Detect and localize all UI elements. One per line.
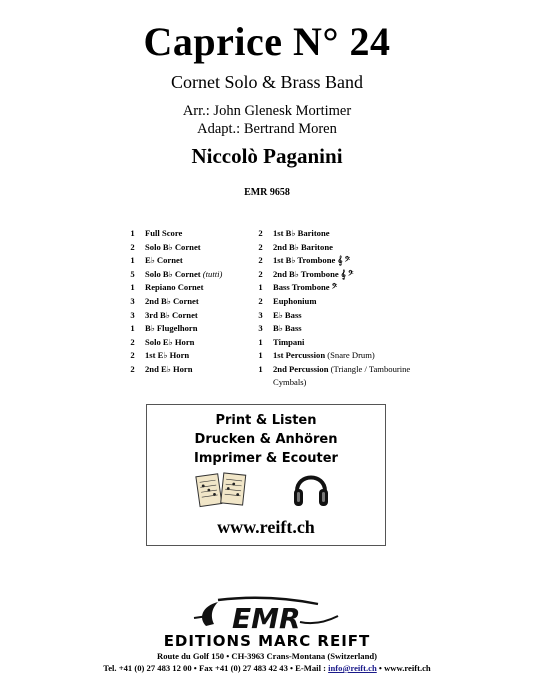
part-name: 1st E♭ Horn (145, 350, 190, 361)
parts-list-left (120, 227, 250, 377)
part-name: 2nd B♭ Cornet (145, 295, 199, 306)
part-row (248, 241, 428, 255)
part-row (120, 363, 250, 377)
part-name: 2nd B♭ Trombone 𝄞 𝄢 (273, 268, 354, 279)
subtitle: Cornet Solo & Brass Band (171, 72, 363, 92)
part-quantity: 5 (130, 268, 135, 279)
part-quantity: 1 (130, 255, 135, 266)
part-name-cell (273, 363, 428, 387)
emr-logo (188, 596, 348, 632)
part-quantity: 2 (258, 255, 263, 266)
part-name: Repiano Cornet (145, 282, 204, 293)
part-name: E♭ Bass (273, 309, 302, 320)
part-quantity: 1 (130, 323, 135, 334)
part-quantity: 3 (258, 323, 263, 334)
part-name: 1st B♭ Trombone 𝄞 𝄢 (273, 255, 351, 266)
part-name-cell (145, 241, 250, 255)
part-note-continued: Cymbals) (273, 376, 307, 387)
part-quantity: 2 (258, 268, 263, 279)
part-quantity: 2 (258, 228, 263, 238)
part-row (120, 336, 250, 350)
part-row (120, 309, 250, 323)
sheet-music-icon (195, 469, 249, 509)
promo-line-3: Imprimer & Ecouter (194, 451, 338, 466)
part-name: B♭ Bass (273, 323, 302, 334)
part-quantity: 1 (258, 282, 263, 293)
contact-phone-fax: Tel. +41 (0) 27 483 12 00 • Fax +41 (0) 27 483 42 43 • E-Mail : (103, 663, 329, 673)
part-name: 2nd E♭ Horn (145, 363, 193, 374)
part-name-cell (273, 322, 428, 336)
title: Caprice N° 24 (143, 19, 391, 64)
part-name: B♭ Flugelhorn (145, 323, 198, 334)
part-name-cell (273, 336, 428, 350)
part-name-cell (273, 254, 428, 268)
part-name: Solo B♭ Cornet (145, 241, 201, 252)
part-quantity: 1 (130, 282, 135, 293)
part-quantity: 2 (130, 336, 135, 347)
part-row (120, 322, 250, 336)
email-link[interactable]: info@reift.ch (328, 663, 377, 673)
part-name: 3rd B♭ Cornet (145, 309, 198, 320)
part-row (120, 295, 250, 309)
adapter: Adapt.: Bertrand Moren (197, 121, 337, 137)
part-name: Solo E♭ Horn (145, 336, 195, 347)
part-note: (Snare Drum) (327, 350, 375, 361)
part-name-cell (145, 295, 250, 309)
part-quantity: 1 (258, 350, 263, 361)
part-quantity: 2 (130, 350, 135, 361)
part-name-cell (273, 349, 428, 363)
part-quantity: 2 (130, 241, 135, 252)
parts-list-right (248, 227, 428, 387)
part-quantity: 2 (130, 363, 135, 374)
part-row (248, 363, 428, 387)
part-row (120, 227, 250, 241)
part-name: Timpani (273, 336, 305, 347)
part-row (248, 295, 428, 309)
promo-line-2: Drucken & Anhören (194, 432, 338, 447)
part-name-cell (145, 268, 250, 282)
part-name-cell (273, 241, 428, 255)
website-link[interactable]: www.reift.ch (217, 517, 315, 537)
arranger: Arr.: John Glenesk Mortimer (182, 103, 352, 119)
part-name-cell (145, 227, 250, 241)
part-row (248, 322, 428, 336)
part-name: Euphonium (273, 295, 317, 306)
part-name-cell (273, 309, 428, 323)
part-quantity: 3 (130, 309, 135, 320)
part-name: Bass Trombone 𝄢 (273, 282, 338, 293)
part-quantity: 3 (130, 295, 135, 306)
part-row (248, 349, 428, 363)
part-name-cell (145, 309, 250, 323)
part-name-cell (145, 281, 250, 295)
publisher-name: EDITIONS MARC REIFT (163, 632, 371, 650)
part-name-cell (273, 227, 428, 241)
part-note: (Triangle / Tambourine (330, 363, 411, 374)
part-name: 1st Percussion (273, 350, 326, 361)
print-listen-box[interactable] (146, 404, 386, 546)
part-name-cell (273, 268, 428, 282)
part-row (248, 254, 428, 268)
part-name-cell (145, 336, 250, 350)
part-row (248, 268, 428, 282)
part-row (120, 281, 250, 295)
part-row (120, 254, 250, 268)
part-quantity: 1 (258, 336, 263, 347)
part-name: Solo B♭ Cornet (145, 268, 201, 279)
part-name: E♭ Cornet (145, 255, 183, 266)
publisher-address: Route du Golf 150 • CH-3963 Crans-Montana (Switzerland) (157, 651, 377, 661)
part-quantity: 1 (130, 228, 135, 238)
part-row (120, 241, 250, 255)
composer: Niccolò Paganini (191, 144, 343, 168)
part-name: 2nd B♭ Baritone (273, 241, 333, 252)
svg-text:EMR: EMR (232, 602, 301, 632)
part-quantity: 2 (258, 295, 263, 306)
part-row (248, 227, 428, 241)
part-name: 1st B♭ Baritone (273, 228, 330, 238)
part-quantity: 3 (258, 309, 263, 320)
part-row (248, 309, 428, 323)
promo-line-1: Print & Listen (215, 413, 317, 428)
part-name: 2nd Percussion (273, 363, 329, 374)
part-row (248, 281, 428, 295)
part-quantity: 1 (258, 363, 263, 374)
part-name-cell (145, 322, 250, 336)
catalog-number: EMR 9658 (244, 187, 290, 198)
headphones-icon (291, 465, 331, 511)
credits (0, 102, 534, 138)
part-name-cell (145, 349, 250, 363)
part-quantity: 2 (258, 241, 263, 252)
part-note: (tutti) (202, 268, 223, 279)
part-name-cell (145, 254, 250, 268)
part-row (120, 268, 250, 282)
part-name-cell (273, 295, 428, 309)
part-row (248, 336, 428, 350)
part-row (120, 349, 250, 363)
part-name-cell (145, 363, 250, 377)
part-name-cell (273, 281, 428, 295)
part-name: Full Score (145, 228, 183, 238)
contact-website: • www.reift.ch (376, 663, 431, 673)
publisher-contact (0, 663, 534, 673)
